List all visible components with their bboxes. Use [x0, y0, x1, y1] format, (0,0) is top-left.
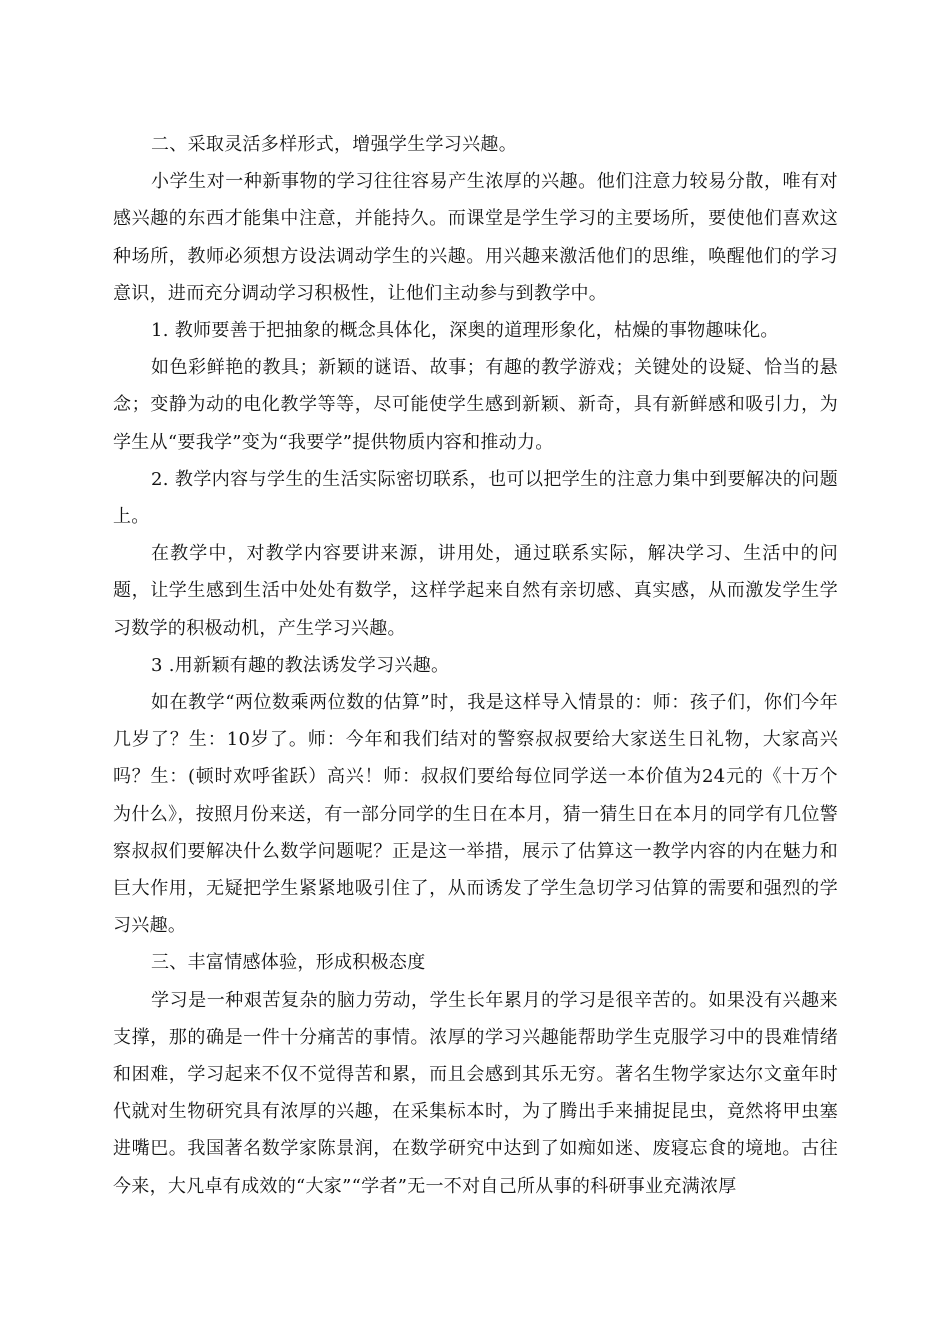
section2-title: 二、采取灵活多样形式，增强学生学习兴趣。: [151, 134, 517, 155]
point2-body-paragraph: 在教学中，对教学内容要讲来源，讲用处，通过联系实际，解决学习、生活中的问题，让学生感到生活中处处有数学，这样学起来自然有亲切感、真实感，从而激发学生学习数学的积极动机，产生学习兴趣。: [113, 543, 838, 639]
section2-intro-paragraph: 小学生对一种新事物的学习往往容易产生浓厚的兴趣。他们注意力较易分散，唯有对感兴趣的东西才能集中注意，并能持久。而课堂是学生学习的主要场所，要使他们喜欢这种场所，教师必须想方设法调动学生的兴趣。用兴趣来激活他们的思维，唤醒他们的学习意识，进而充分调动学习积极性，让他们主动参与到教学中。: [113, 171, 838, 304]
point3-body-paragraph: 如在教学“两位数乘两位数的估算”时，我是这样导入情景的：师：孩子们，你们今年几岁了？生：10岁了。师：今年和我们结对的警察叔叔要给大家送生日礼物，大家高兴吗？生：(顿时欢呼雀跃）高兴！师：叔叔们要给每位同学送一本价值为24元的《十万个为什么》，按照月份来送，有一部分同学的生日在本月，猜一猜生日在本月的同学有几位警察叔叔们要解决什么数学问题呢？正是这一举措，展示了估算这一教学内容的内在魅力和巨大作用，无疑把学生紧紧地吸引住了，从而诱发了学生急切学习估算的需要和强烈的学习兴趣。: [113, 692, 838, 937]
section3-title: 三、丰富情感体验，形成积极态度: [151, 952, 426, 974]
section3-body-paragraph: 学习是一种艰苦复杂的脑力劳动，学生长年累月的学习是很辛苦的。如果没有兴趣来支撑，那的确是一件十分痛苦的事情。浓厚的学习兴趣能帮助学生克服学习中的畏难情绪和困难，学习起来不仅不觉得苦和累，而且会感到其乐无穷。著名生物学家达尔文童年时代就对生物研究具有浓厚的兴趣，在采集标本时，为了腾出手来捕捉昆虫，竟然将甲虫塞进嘴巴。我国著名数学家陈景润，在数学研究中达到了如痴如迷、废寝忘食的境地。古往今来，大凡卓有成效的“大家”“学者”无一不对自己所从事的科研事业充满浓厚: [113, 989, 838, 1197]
point1-title: 1. 教师要善于把抽象的概念具体化，深奥的道理形象化，枯燥的事物趣味化。: [151, 320, 779, 342]
document-page: [113, 126, 838, 1205]
point2-title: 2. 教学内容与学生的生活实际密切联系，也可以把学生的注意力集中到要解决的问题上。: [113, 468, 838, 528]
point3-title: 3 .用新颖有趣的教法诱发学习兴趣。: [151, 654, 450, 676]
point1-body-paragraph: 如色彩鲜艳的教具；新颖的谜语、故事；有趣的教学游戏；关键处的设疑、恰当的悬念；变静为动的电化教学等等，尽可能使学生感到新颖、新奇，具有新鲜感和吸引力，为学生从“要我学”变为“我要学”提供物质内容和推动力。: [113, 357, 838, 453]
